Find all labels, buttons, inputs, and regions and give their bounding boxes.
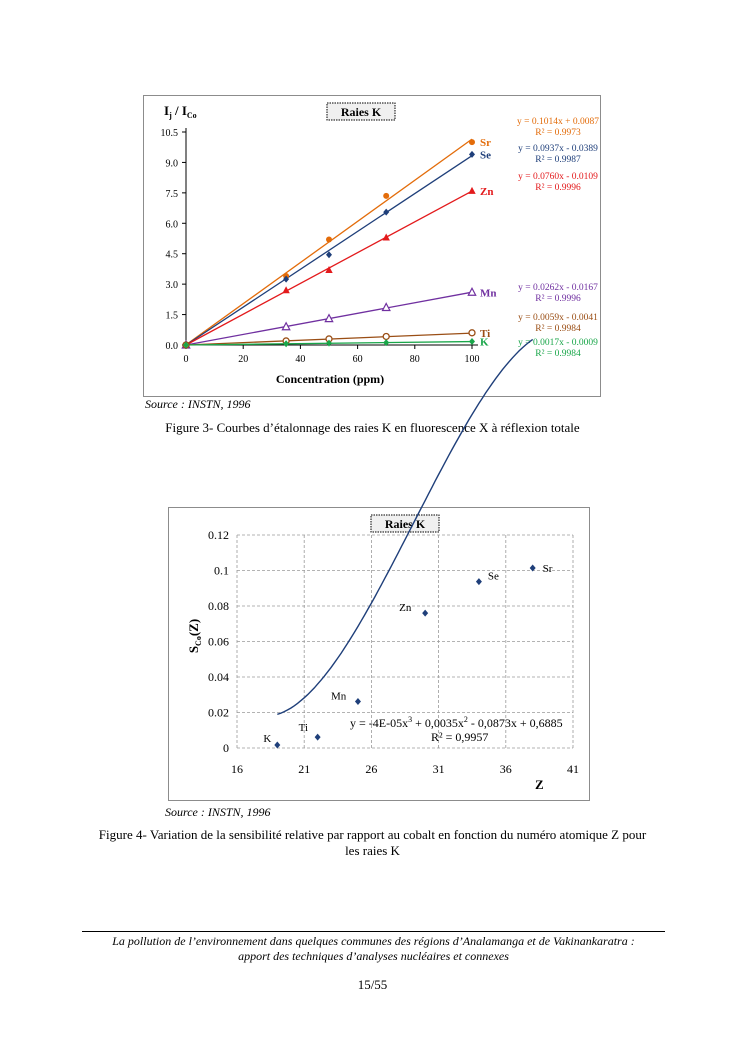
figure4-point-label-zn: Zn xyxy=(399,602,412,615)
figure4-x-tick-label: 31 xyxy=(432,762,445,776)
figure4-y-tick-label: 0.02 xyxy=(208,705,229,720)
figure3-x-axis-label: Concentration (ppm) xyxy=(275,372,385,386)
figure4-plot xyxy=(169,508,589,800)
figure4-point-ti xyxy=(315,734,321,741)
figure4-point-label-sr: Sr xyxy=(542,563,553,576)
figure3-equation-zn: y = 0.0760x - 0.0109 xyxy=(518,172,598,182)
figure3-equation-sr: y = 0.1014x + 0.0087 xyxy=(517,117,599,127)
page-number: 15/55 xyxy=(357,977,388,992)
figure3-series-label-mn: Mn xyxy=(480,287,497,300)
figure4-caption-line1: Figure 4- Variation de la sensibilité relative par rapport au cobalt en fonction du numéro atomique Z pour xyxy=(98,827,647,842)
figure4-title: Raies K xyxy=(384,517,426,531)
figure3-y-tick-label: 10.5 xyxy=(160,128,178,139)
figure3-series-label-k: K xyxy=(480,336,489,349)
figure3-r2-zn: R² = 0.9996 xyxy=(535,183,581,193)
figure3-series-labels xyxy=(480,137,497,348)
figure3-point-ti xyxy=(469,330,475,336)
figure3-x-tick-label: 100 xyxy=(464,354,480,365)
figure3-point-k xyxy=(469,338,475,345)
figure4-x-tick-label: 36 xyxy=(499,762,512,776)
figure3-y-axis-label: $I_j / I_{Co}$ xyxy=(164,103,197,120)
figure3-point-mn xyxy=(468,288,475,295)
figure3-r2-sr: R² = 0.9973 xyxy=(535,128,581,138)
figure3-title: Raies K xyxy=(340,105,382,119)
figure3-equation-ti: y = 0.0059x - 0.0041 xyxy=(518,313,598,323)
figure4-y-tick-label: 0.12 xyxy=(208,528,229,542)
figure4-point-label-mn: Mn xyxy=(330,690,347,703)
figure3-y-tick-label: 1.5 xyxy=(165,310,178,322)
figure4-caption xyxy=(60,827,685,859)
figure4-r2: R² = 0,9957 xyxy=(431,730,489,744)
figure3-x-tick-label: 60 xyxy=(352,354,363,365)
figure4-point-label-se: Se xyxy=(487,570,499,583)
figure4-point-label-k: K xyxy=(263,732,272,745)
figure4-x-tick-label: 21 xyxy=(298,762,311,776)
figure3-source: Source : INSTN, 1996 xyxy=(145,397,251,411)
figure4-point-zn xyxy=(422,610,428,617)
figure3-point-zn xyxy=(383,233,390,240)
figure3-y-tick-label: 9.0 xyxy=(165,158,178,170)
figure3-markers xyxy=(182,139,475,348)
figure4-y-axis-label: $S_{Co}(Z)$ xyxy=(186,618,203,654)
figure3-chart xyxy=(143,95,601,397)
figure4-point-label-ti: Ti xyxy=(298,722,309,735)
figure3-title-box xyxy=(327,103,395,120)
figure4-caption-line2: les raies K xyxy=(345,843,400,858)
figure3-point-sr xyxy=(326,237,332,243)
figure4-equation: $y = -4E-05x^3 + 0,0035x^2 - 0,0873x + 0,6885$ xyxy=(350,715,563,730)
figure3-plot xyxy=(144,96,600,396)
figure4-x-tick-label: 26 xyxy=(365,762,378,776)
figure3-equation-mn: y = 0.0262x - 0.0167 xyxy=(518,283,598,293)
figure3-x-tick-label: 20 xyxy=(238,354,249,365)
figure4-y-tick-label: 0.04 xyxy=(208,670,229,684)
figure4-chart xyxy=(168,507,590,801)
figure3-x-tick-label: 0 xyxy=(183,354,189,365)
figure3-y-tick-label: 0.0 xyxy=(165,341,178,352)
figure3-point-sr xyxy=(383,193,389,199)
figure4-title-box xyxy=(371,515,439,532)
figure4-y-tick-label: 0 xyxy=(223,741,229,755)
figure4-y-tick-label: 0.1 xyxy=(214,563,229,578)
figure3-point-sr xyxy=(469,139,475,145)
figure3-y-tick-label: 6.0 xyxy=(165,219,178,231)
figure3-series-label-zn: Zn xyxy=(480,185,494,198)
figure4-source: Source : INSTN, 1996 xyxy=(165,805,271,819)
figure3-r2-k: R² = 0.9984 xyxy=(535,349,581,359)
figure3-point-ti xyxy=(383,333,389,339)
figure4-point-mn xyxy=(355,698,361,705)
footer-line2: apport des techniques d’analyses nucléaires et connexes xyxy=(238,949,509,963)
figure3-r2-ti: R² = 0.9984 xyxy=(535,324,581,334)
figure3-x-tick-label: 80 xyxy=(409,354,420,365)
figure3-caption: Figure 3- Courbes d’étalonnage des raies K en fluorescence X à réflexion totale xyxy=(165,420,580,435)
figure4-x-tick-label: 16 xyxy=(231,762,243,776)
figure3-equation-se: y = 0.0937x - 0.0389 xyxy=(518,144,598,154)
figure4-point-k xyxy=(274,741,280,748)
footer-divider xyxy=(82,931,665,932)
figure3-equation-k: y = 0.0017x - 0.0009 xyxy=(518,338,598,348)
figure4-y-tick-label: 0.08 xyxy=(208,599,229,613)
figure3-equations xyxy=(517,117,599,359)
footer xyxy=(82,934,665,964)
figure3-r2-se: R² = 0.9987 xyxy=(535,155,581,165)
figure4-x-axis-label: Z xyxy=(535,777,544,792)
figure3-y-tick-label: 3.0 xyxy=(165,280,178,292)
figure3-r2-mn: R² = 0.9996 xyxy=(535,294,581,304)
figure4-y-tick-label: 0.06 xyxy=(208,634,229,649)
figure3-point-zn xyxy=(468,187,475,194)
figure3-series-label-ti: Ti xyxy=(480,327,491,340)
figure3-y-tick-label: 4.5 xyxy=(165,249,178,261)
figure3-y-tick-label: 7.5 xyxy=(165,188,178,200)
figure4-point-se xyxy=(476,578,482,585)
figure4-x-tick-label: 41 xyxy=(567,762,579,776)
footer-line1: La pollution de l’environnement dans quelques communes des régions d’Analamanga et de Vakinankaratra : xyxy=(112,934,635,948)
figure3-series-label-se: Se xyxy=(480,149,491,162)
figure3-x-tick-label: 40 xyxy=(295,354,306,365)
figure3-series-label-sr: Sr xyxy=(480,137,491,150)
